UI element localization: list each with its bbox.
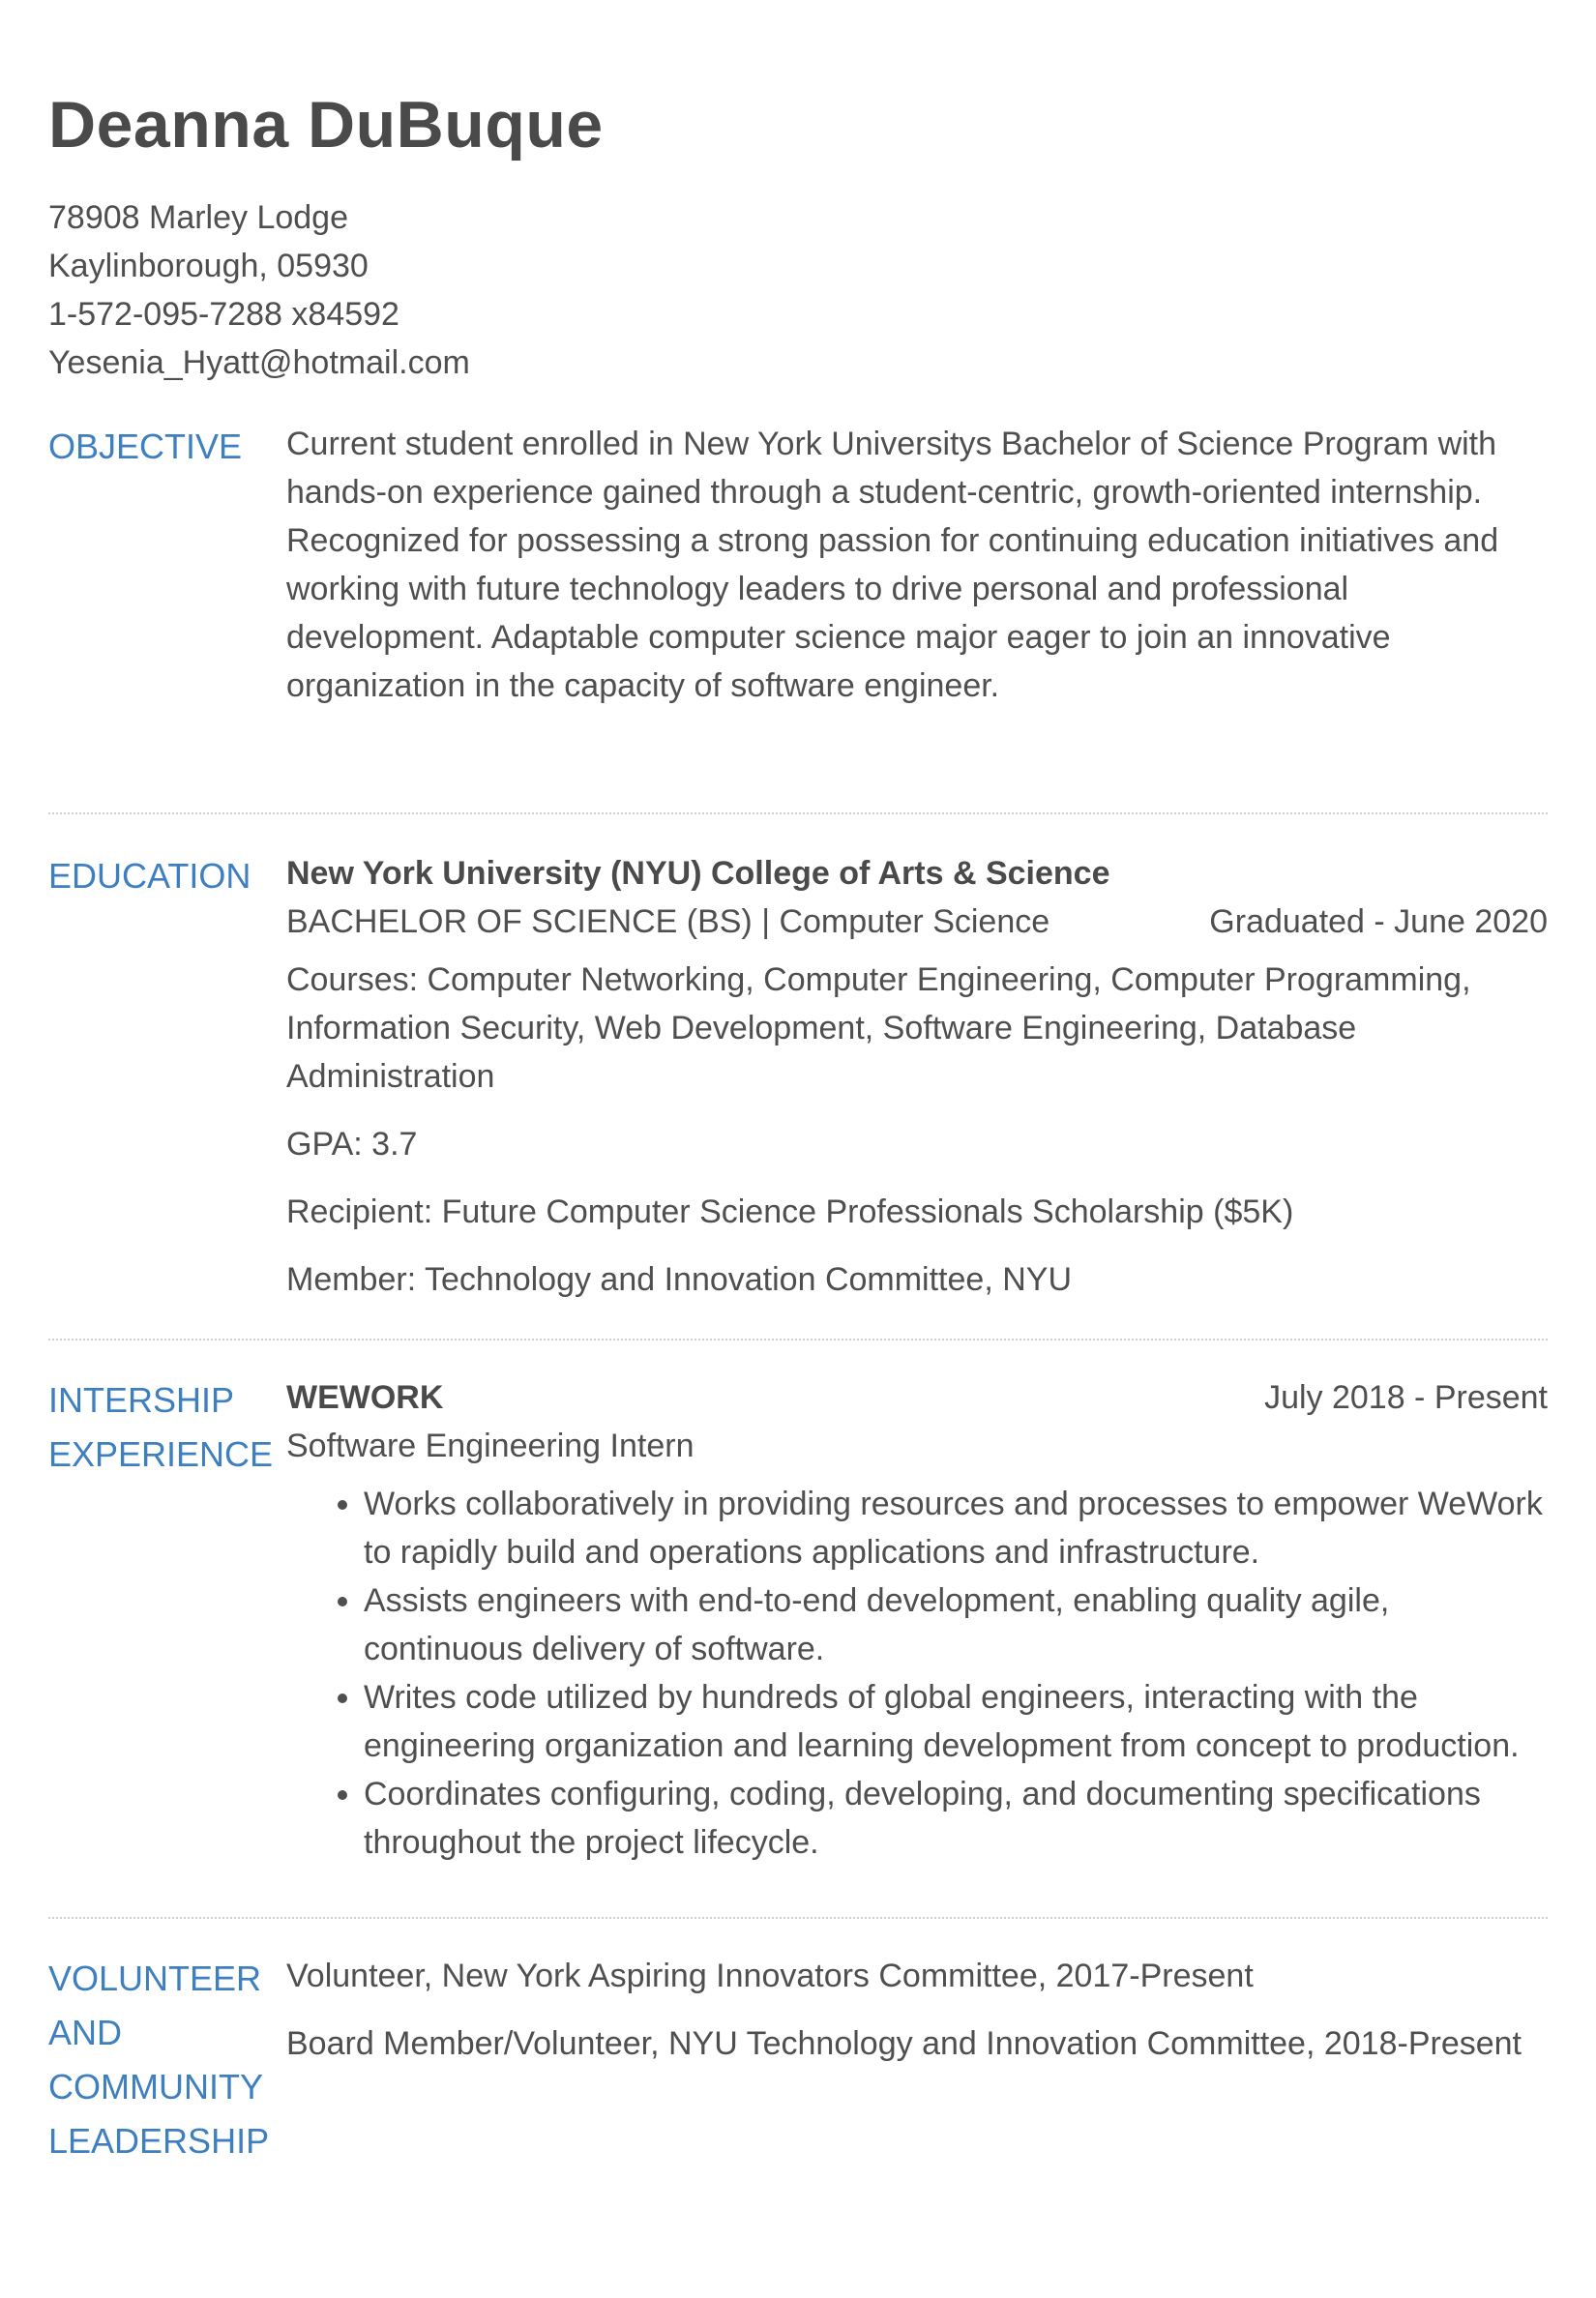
candidate-name: Deanna DuBuque <box>48 88 604 162</box>
volunteer-heading <box>48 1952 286 2168</box>
volunteer-item: Board Member/Volunteer, NYU Technology and Innovation Committee, 2018-Present <box>286 2025 1522 2063</box>
gpa: GPA: 3.7 <box>286 1126 418 1164</box>
objective-section <box>48 408 1548 812</box>
responsibility-item: • Assists engineers with end-to-end development, enabling quality agile, continuous delivery of software. <box>364 1576 1548 1673</box>
volunteer-section <box>48 1919 1548 2168</box>
internship-heading-line-1: INTERSHIP <box>48 1380 235 1421</box>
volunteer-heading-line-4: LEADERSHIP <box>48 2121 270 2162</box>
education-body <box>286 849 1548 1304</box>
responsibility-item: • Coordinates configuring, coding, developing, and documenting specifications throughout the project lifecycle. <box>364 1770 1548 1867</box>
internship-heading-line-2: EXPERIENCE <box>48 1434 274 1475</box>
volunteer-heading-line-2: AND <box>48 2013 123 2053</box>
objective-text: Current student enrolled in New York Universitys Bachelor of Science Program with hands-on experience gained through a student-centric, growth-oriented internship. Recognized for possessing a strong passion for continuing education initiatives and working with future technology leaders to drive personal and professional development. Adaptable computer science major eager to join an innovative organization in the capacity of software engineer. <box>286 426 1499 705</box>
address-line-1: 78908 Marley Lodge <box>48 199 349 237</box>
contact-block <box>48 193 1548 387</box>
volunteer-heading-line-3: COMMUNITY <box>48 2067 263 2107</box>
job-role: Software Engineering Intern <box>286 1428 695 1465</box>
degree: BACHELOR OF SCIENCE (BS) | Computer Science <box>286 903 1050 941</box>
objective-heading: OBJECTIVE <box>48 427 243 467</box>
volunteer-body <box>286 1952 1548 2087</box>
responsibility-list <box>286 1480 1548 1867</box>
company-row <box>286 1373 1548 1422</box>
address-line-2: Kaylinborough, 05930 <box>48 248 369 285</box>
volunteer-item: Volunteer, New York Aspiring Innovators Committee, 2017-Present <box>286 1958 1254 1995</box>
school-name: New York University (NYU) College of Arts & Science <box>286 855 1110 893</box>
internship-body <box>286 1373 1548 1867</box>
responsibility-item: • Works collaboratively in providing resources and processes to empower WeWork to rapidly build and operations applications and infrastructure. <box>364 1480 1548 1576</box>
graduation-date: Graduated - June 2020 <box>1209 903 1548 941</box>
internship-section <box>48 1340 1548 1917</box>
internship-heading <box>48 1373 286 1482</box>
courses: Courses: Computer Networking, Computer Engineering, Computer Programming, Information Security, Web Development, Software Engineering, Database Administration <box>286 961 1471 1096</box>
membership: Member: Technology and Innovation Committee, NYU <box>286 1261 1072 1299</box>
company-name: WEWORK <box>286 1379 444 1417</box>
degree-row <box>286 898 1548 946</box>
phone-number: 1-572-095-7288 x84592 <box>48 296 399 334</box>
employment-dates: July 2018 - Present <box>1264 1379 1548 1417</box>
email-address: Yesenia_Hyatt@hotmail.com <box>48 344 470 382</box>
responsibility-item: • Writes code utilized by hundreds of global engineers, interacting with the engineering organization and learning development from concept to production. <box>364 1673 1548 1770</box>
volunteer-heading-line-1: VOLUNTEER <box>48 1959 262 1999</box>
education-section <box>48 814 1548 1339</box>
scholarship: Recipient: Future Computer Science Professionals Scholarship ($5K) <box>286 1193 1294 1231</box>
education-heading: EDUCATION <box>48 856 251 897</box>
